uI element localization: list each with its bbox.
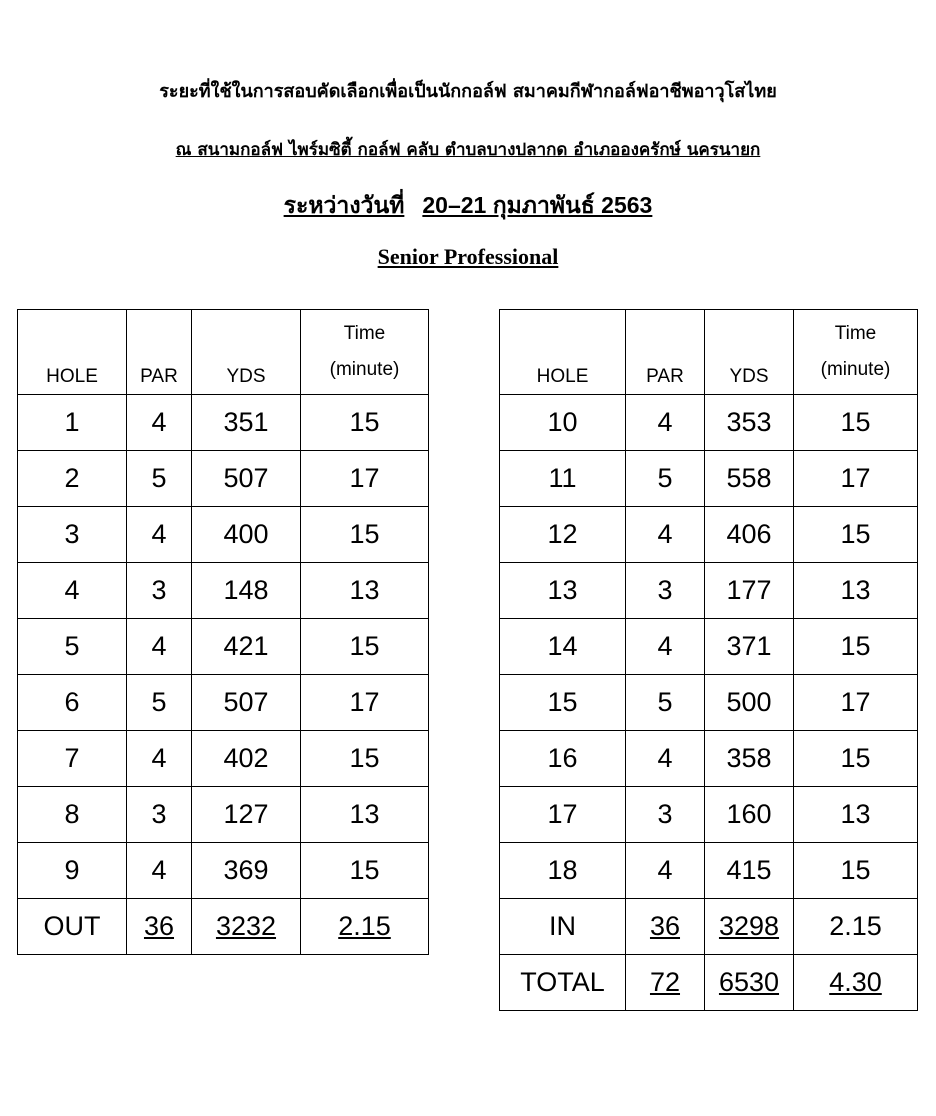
in-label: IN	[500, 899, 626, 955]
table-row	[18, 563, 429, 619]
par-header: PAR	[127, 310, 192, 395]
table-row	[500, 787, 918, 843]
yds-cell: 421	[192, 619, 301, 675]
hole-cell: 8	[18, 787, 127, 843]
par-cell: 3	[626, 787, 705, 843]
table-row	[500, 563, 918, 619]
yds-cell: 127	[192, 787, 301, 843]
par-cell: 3	[626, 563, 705, 619]
hole-cell: 13	[500, 563, 626, 619]
time-cell: 15	[794, 619, 918, 675]
venue-line: ณ สนามกอล์ฟ ไพร์มซิตี้ กอล์ฟ คลับ ตำบลบางปลากด อำเภอองครักษ์ นครนายก	[175, 140, 761, 160]
yds-cell: 160	[705, 787, 794, 843]
date-line	[0, 188, 936, 224]
hole-cell: 2	[18, 451, 127, 507]
hole-cell: 5	[18, 619, 127, 675]
par-cell: 4	[127, 731, 192, 787]
table-row	[500, 395, 918, 451]
yds-cell: 558	[705, 451, 794, 507]
yds-cell: 400	[192, 507, 301, 563]
time-cell: 15	[301, 395, 429, 451]
time-cell: 15	[301, 507, 429, 563]
par-cell: 4	[127, 843, 192, 899]
par-cell: 5	[127, 675, 192, 731]
yds-cell: 406	[705, 507, 794, 563]
time-cell: 15	[794, 507, 918, 563]
yds-cell: 148	[192, 563, 301, 619]
yds-header: YDS	[192, 310, 301, 395]
yds-cell: 500	[705, 675, 794, 731]
hole-cell: 18	[500, 843, 626, 899]
par-cell: 4	[127, 507, 192, 563]
yds-cell: 177	[705, 563, 794, 619]
total-yds: 6530	[705, 955, 794, 1011]
time-cell: 17	[301, 451, 429, 507]
hole-cell: 12	[500, 507, 626, 563]
yds-cell: 358	[705, 731, 794, 787]
time-cell: 15	[301, 731, 429, 787]
header-row	[18, 310, 429, 395]
time-cell: 13	[301, 787, 429, 843]
table-row	[18, 507, 429, 563]
out-total-row	[18, 899, 429, 955]
hole-cell: 14	[500, 619, 626, 675]
yds-header: YDS	[705, 310, 794, 395]
par-cell: 4	[626, 395, 705, 451]
table-row	[500, 451, 918, 507]
time-header-line1: Time	[834, 323, 877, 344]
date-value: 20–21 กุมภาพันธ์ 2563	[422, 192, 653, 218]
par-cell: 4	[127, 619, 192, 675]
table-row	[500, 675, 918, 731]
par-cell: 5	[626, 675, 705, 731]
hole-cell: 15	[500, 675, 626, 731]
yds-cell: 415	[705, 843, 794, 899]
par-header: PAR	[626, 310, 705, 395]
hole-cell: 17	[500, 787, 626, 843]
total-par: 72	[626, 955, 705, 1011]
time-header-line2: (minute)	[329, 359, 400, 380]
out-yds: 3232	[192, 899, 301, 955]
hole-header: HOLE	[18, 310, 127, 395]
time-cell: 13	[794, 563, 918, 619]
yds-cell: 353	[705, 395, 794, 451]
time-cell: 17	[794, 451, 918, 507]
par-cell: 4	[127, 395, 192, 451]
hole-cell: 4	[18, 563, 127, 619]
table-row	[18, 675, 429, 731]
hole-cell: 11	[500, 451, 626, 507]
table-row	[18, 395, 429, 451]
yds-cell: 371	[705, 619, 794, 675]
in-time: 2.15	[794, 899, 918, 955]
table-row	[18, 787, 429, 843]
yds-cell: 369	[192, 843, 301, 899]
table-row	[18, 619, 429, 675]
hole-cell: 7	[18, 731, 127, 787]
table-row	[18, 451, 429, 507]
time-cell: 15	[301, 843, 429, 899]
hole-cell: 10	[500, 395, 626, 451]
hole-cell: 6	[18, 675, 127, 731]
time-cell: 15	[794, 395, 918, 451]
grand-total-row	[500, 955, 918, 1011]
yds-cell: 402	[192, 731, 301, 787]
par-cell: 4	[626, 731, 705, 787]
document-title: ระยะที่ใช้ในการสอบคัดเลือกเพื่อเป็นนักกอล์ฟ สมาคมกีฬากอล์ฟอาชีพอาวุโสไทย	[159, 81, 777, 102]
category-title: Senior Professional	[377, 244, 559, 269]
par-cell: 3	[127, 787, 192, 843]
table-row	[18, 731, 429, 787]
table-row	[500, 507, 918, 563]
table-row	[500, 619, 918, 675]
par-cell: 4	[626, 507, 705, 563]
yds-cell: 351	[192, 395, 301, 451]
time-cell: 17	[301, 675, 429, 731]
hole-header: HOLE	[500, 310, 626, 395]
time-cell: 17	[794, 675, 918, 731]
front-nine-table	[17, 309, 429, 955]
total-label: TOTAL	[500, 955, 626, 1011]
time-cell: 15	[794, 731, 918, 787]
table-row	[500, 843, 918, 899]
time-header-line1: Time	[343, 323, 386, 344]
time-header	[794, 310, 918, 395]
hole-cell: 1	[18, 395, 127, 451]
time-cell: 15	[301, 619, 429, 675]
hole-cell: 3	[18, 507, 127, 563]
header-row	[500, 310, 918, 395]
par-cell: 5	[626, 451, 705, 507]
out-time: 2.15	[301, 899, 429, 955]
time-cell: 13	[301, 563, 429, 619]
par-cell: 4	[626, 619, 705, 675]
in-total-row	[500, 899, 918, 955]
out-label: OUT	[18, 899, 127, 955]
par-cell: 3	[127, 563, 192, 619]
time-header-line2: (minute)	[820, 359, 891, 380]
yds-cell: 507	[192, 451, 301, 507]
time-cell: 13	[794, 787, 918, 843]
out-par: 36	[127, 899, 192, 955]
date-label: ระหว่างวันที่	[283, 192, 405, 218]
table-row	[18, 843, 429, 899]
yds-cell: 507	[192, 675, 301, 731]
in-par: 36	[626, 899, 705, 955]
back-nine-table	[499, 309, 918, 1011]
hole-cell: 9	[18, 843, 127, 899]
par-cell: 4	[626, 843, 705, 899]
time-cell: 15	[794, 843, 918, 899]
total-time: 4.30	[794, 955, 918, 1011]
table-row	[500, 731, 918, 787]
in-yds: 3298	[705, 899, 794, 955]
hole-cell: 16	[500, 731, 626, 787]
par-cell: 5	[127, 451, 192, 507]
time-header	[301, 310, 429, 395]
